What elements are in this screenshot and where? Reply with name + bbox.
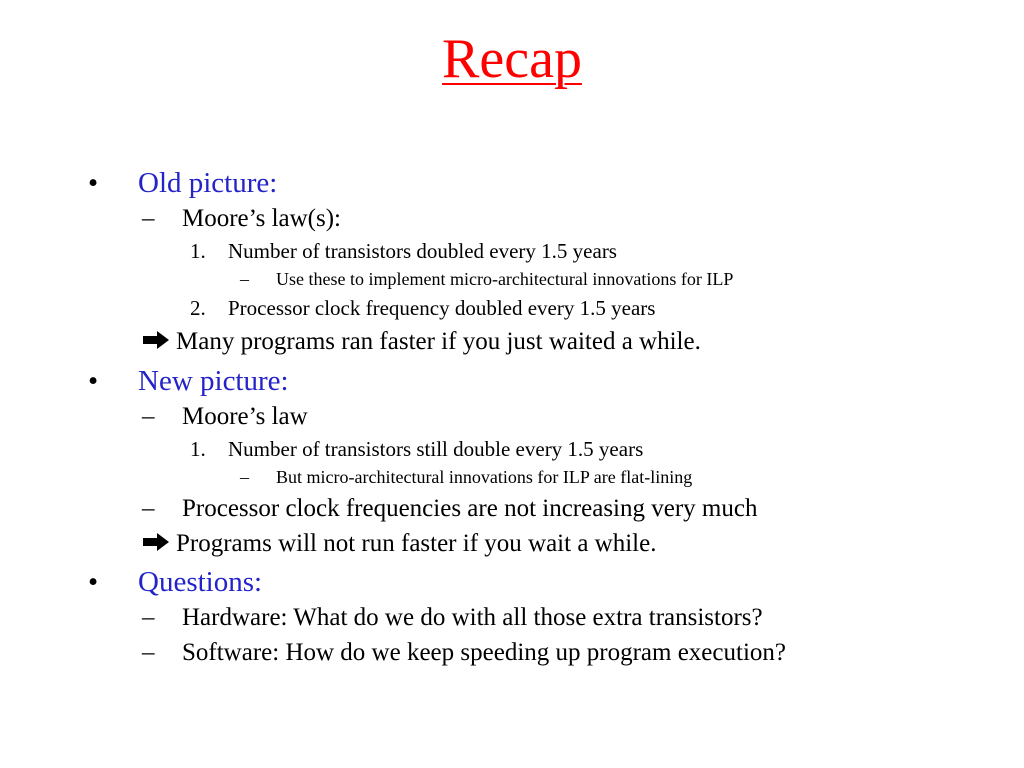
conclusion-text: Many programs ran faster if you just waited a while. [176,328,701,355]
list-number: 2. [190,296,206,320]
bullet-marker: • [88,566,99,598]
list-item-transistors-doubled: Number of transistors doubled every 1.5 years [228,239,617,263]
clock-frequencies-item: Processor clock frequencies are not increasing very much [182,495,758,522]
list-number: 1. [190,437,206,461]
list-item-clock-doubled: Processor clock frequency doubled every 1.5 years [228,296,656,320]
right-arrow-icon [142,532,170,552]
sub-item-ilp-flat-lining: But micro-architectural innovations for ILP are flat-lining [276,467,693,487]
dash-marker: – [240,467,249,487]
dash-marker: – [142,205,155,232]
dash-marker: – [142,403,155,430]
dash-marker: – [142,495,155,522]
new-picture-conclusion [142,529,656,559]
new-picture-heading: New picture: [138,365,289,397]
hardware-question: Hardware: What do we do with all those extra transistors? [182,604,763,631]
dash-marker: – [142,639,155,666]
slide-title: Recap [442,28,582,90]
moores-law-label: Moore’s law [182,403,308,430]
sub-item-ilp-innovations: Use these to implement micro-architectural innovations for ILP [276,269,734,289]
moores-laws-label: Moore’s law(s): [182,205,341,232]
dash-marker: – [240,269,249,289]
list-number: 1. [190,239,206,263]
questions-heading: Questions: [138,566,263,598]
old-picture-conclusion [142,327,701,357]
software-question: Software: How do we keep speeding up program execution? [182,639,786,666]
right-arrow-icon [142,330,170,350]
conclusion-text: Programs will not run faster if you wait a while. [176,530,657,557]
old-picture-heading: Old picture: [138,167,278,199]
list-item-transistors-still-double: Number of transistors still double every 1.5 years [228,437,644,461]
bullet-marker: • [88,167,99,199]
bullet-marker: • [88,365,99,397]
dash-marker: – [142,604,155,631]
